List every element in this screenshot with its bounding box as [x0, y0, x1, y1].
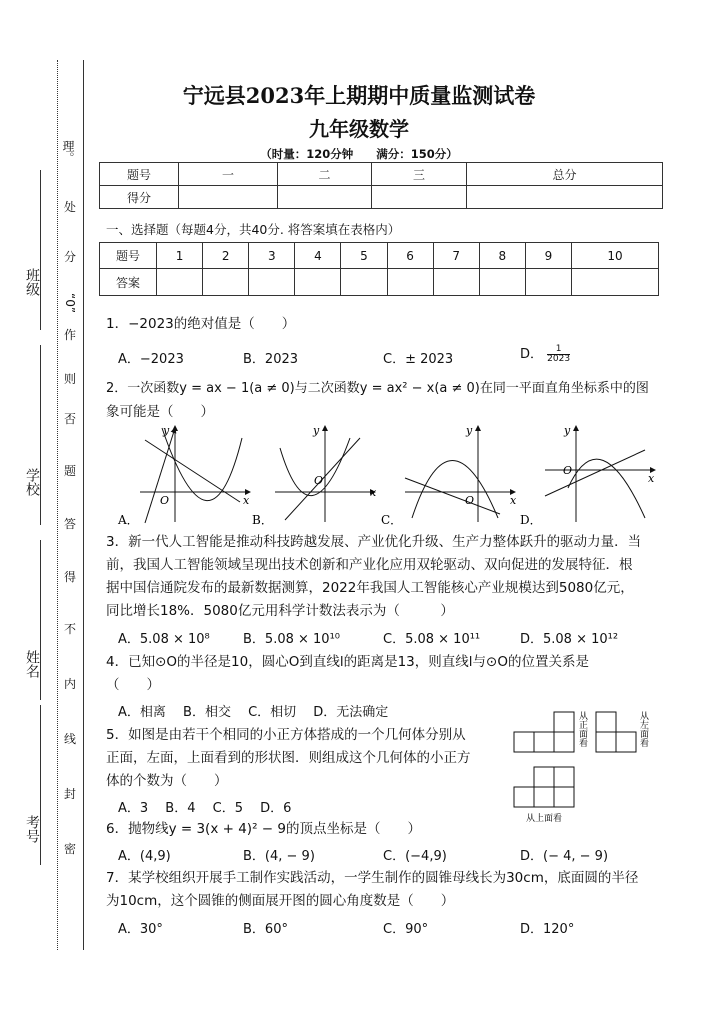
exam-title: 宁远县2023年上期期中质量监测试卷 [182, 83, 536, 108]
score-row-label: 得分 [100, 186, 179, 209]
q5-views-figure [510, 707, 660, 827]
binding-char: 答 [63, 517, 76, 531]
q3-line2: 前，我国人工智能领域呈现出技术创新和产业化应用双轮驱动、双向促进的发展特征．根 [106, 557, 633, 573]
score-cell[interactable] [179, 186, 278, 209]
answer-cell[interactable] [203, 269, 249, 296]
answer-number: 2 [203, 243, 249, 269]
school-field[interactable] [40, 345, 41, 525]
q7-line2: 为10cm，这个圆锥的侧面展开图的圆心角度数是（ ） [106, 893, 455, 909]
binding-char: 密 [63, 842, 76, 856]
q3-option-c: C．5.08 × 10¹¹ [383, 632, 481, 647]
graph-d-origin: O [563, 464, 573, 477]
answer-cell[interactable] [295, 269, 341, 296]
score-header-cell: 题号 [100, 163, 179, 186]
answer-cell[interactable] [249, 269, 295, 296]
exam-no-label: 考号 [24, 815, 40, 843]
q4-options: A．相离 B．相交 C．相切 D．无法确定 [118, 705, 389, 720]
answer-row-label: 答案 [100, 269, 157, 296]
binding-char: 得 [63, 570, 76, 584]
q5-line2: 正面，左面，上面看到的形状图．则组成这个几何体的小正方 [106, 750, 471, 766]
answer-number: 6 [387, 243, 433, 269]
q1-option-d [520, 343, 570, 364]
graph-c-label: C． [381, 513, 403, 527]
q6-option-b: B．(4, − 9) [243, 849, 315, 864]
q7-option-c: C．90° [383, 922, 429, 937]
exam-subtitle: 九年级数学 [309, 117, 409, 141]
q3-option-a: A．5.08 × 10⁸ [118, 632, 210, 647]
binding-char: 题 [63, 464, 76, 478]
score-header-cell: 一 [179, 163, 278, 186]
q7-option-a: A．30° [118, 922, 163, 937]
answer-cell[interactable] [479, 269, 525, 296]
school-label: 学校 [24, 468, 40, 496]
binding-char: 理。 [61, 140, 75, 164]
score-header-cell: 二 [278, 163, 372, 186]
answer-cell[interactable] [341, 269, 387, 296]
graph-b-y-label: y [313, 424, 320, 437]
binding-char: 处 [63, 200, 76, 214]
q5-line3: 体的个数为（ ） [106, 773, 228, 789]
binding-char: “0” [63, 293, 77, 314]
top-view-label: 从上面看 [526, 814, 563, 824]
graph-a-label: A． [118, 513, 139, 527]
answer-number: 1 [157, 243, 203, 269]
q3-option-d: D．5.08 × 10¹² [520, 632, 619, 647]
answer-number: 5 [341, 243, 387, 269]
graph-a-origin: O [160, 494, 170, 507]
q3-line3: 据中国信通院发布的最新数据测算，2022年我国人工智能核心产业规模达到5080亿元， [106, 580, 634, 596]
graph-c-origin: O [465, 494, 475, 507]
binding-char: 不 [63, 622, 76, 636]
q1-stem: 1．−2023的绝对值是（ ） [106, 316, 296, 332]
graph-a-x-label: x [243, 494, 250, 507]
binding-char: 则 [63, 372, 76, 386]
q7-option-d: D．120° [520, 922, 575, 937]
q1-option-a: A．−2023 [118, 352, 184, 367]
section1-heading: 一、选择题（每题4分，共40分. 将答案填在表格内） [106, 222, 401, 237]
graph-d [545, 426, 655, 522]
binding-char: 分 [63, 250, 76, 264]
answer-cell[interactable] [433, 269, 479, 296]
binding-solid-line [83, 60, 84, 950]
binding-char: 封 [63, 787, 76, 801]
graph-c [405, 426, 515, 522]
name-field[interactable] [40, 540, 41, 700]
answer-number: 9 [525, 243, 571, 269]
q4-line1: 4．已知⊙O的半径是10，圆心O到直线l的距离是13，则直线l与⊙O的位置关系是 [106, 654, 589, 670]
answer-cell[interactable] [571, 269, 658, 296]
graph-d-label: D． [520, 513, 542, 527]
score-table [99, 162, 663, 209]
graph-c-y-label: y [466, 424, 473, 437]
graph-a [140, 426, 250, 523]
answer-number: 4 [295, 243, 341, 269]
graph-b-origin: O [314, 474, 324, 487]
name-label: 姓名 [24, 650, 40, 678]
q5-options: A．3 B．4 C．5 D．6 [118, 801, 292, 816]
answer-number: 10 [571, 243, 658, 269]
graph-b [275, 426, 375, 522]
score-cell[interactable] [278, 186, 372, 209]
graph-d-y-label: y [564, 424, 571, 437]
q3-line4: 同比增长18%．5080亿元用科学计数法表示为（ ） [106, 603, 454, 619]
time-info: （时量：120分钟 满分：150分） [260, 147, 458, 161]
q3-option-b: B．5.08 × 10¹⁰ [243, 632, 340, 647]
q1-fraction-num: 1 [547, 345, 570, 355]
exam-no-field[interactable] [40, 705, 41, 865]
front-view-label: 从正面看 [577, 711, 587, 747]
q1-fraction [547, 345, 570, 364]
binding-char: 内 [63, 677, 76, 691]
q1-option-c: C．± 2023 [383, 352, 454, 367]
binding-char: 作 [63, 328, 76, 342]
q7-line1: 7．某学校组织开展手工制作实践活动，一学生制作的圆锥母线长为30cm，底面圆的半径 [106, 870, 639, 886]
q7-option-b: B．60° [243, 922, 288, 937]
score-header-cell: 三 [372, 163, 467, 186]
answer-cell[interactable] [525, 269, 571, 296]
binding-char: 否 [63, 412, 76, 426]
q2-stem-line2: 象可能是（ ） [106, 404, 214, 420]
graph-d-x-label: x [648, 472, 655, 485]
graph-c-x-label: x [510, 494, 517, 507]
q5-line1: 5．如图是由若干个相同的小正方体搭成的一个几何体分别从 [106, 727, 466, 743]
answer-table [99, 242, 659, 296]
q3-line1: 3．新一代人工智能是推动科技跨越发展、产业优化升级、生产力整体跃升的驱动力量．当 [106, 534, 642, 550]
graph-b-label: B． [252, 513, 273, 527]
binding-char: 线 [63, 732, 76, 746]
answer-header-label: 题号 [100, 243, 157, 269]
answer-cell[interactable] [387, 269, 433, 296]
q2-graphs [100, 418, 660, 530]
score-cell[interactable] [467, 186, 663, 209]
left-view-label: 从左面看 [638, 711, 648, 747]
q4-line2: （ ） [106, 677, 160, 693]
answer-cell[interactable] [157, 269, 203, 296]
class-field[interactable] [40, 170, 41, 330]
class-label: 班级 [24, 268, 40, 296]
q6-option-a: A．(4,9) [118, 849, 171, 864]
q6-stem: 6．抛物线y = 3(x + 4)² − 9的顶点坐标是（ ） [106, 821, 421, 837]
q1-option-d-prefix: D． [520, 347, 544, 362]
graph-a-y-label: y [163, 424, 170, 437]
answer-number: 7 [433, 243, 479, 269]
q1-option-b: B．2023 [243, 352, 299, 367]
q6-option-d: D．(− 4, − 9) [520, 849, 609, 864]
graph-b-x-label: x [370, 486, 377, 499]
score-cell[interactable] [372, 186, 467, 209]
q6-option-c: C．(−4,9) [383, 849, 447, 864]
answer-number: 3 [249, 243, 295, 269]
binding-dotted-line [57, 60, 58, 950]
q2-stem-line1: 2．一次函数y = ax − 1(a ≠ 0)与二次函数y = ax² − x(a ≠ 0)在同一平面直角坐标系中的图 [106, 381, 649, 396]
score-header-cell: 总分 [467, 163, 663, 186]
answer-number: 8 [479, 243, 525, 269]
q1-fraction-den: 2023 [547, 354, 571, 364]
